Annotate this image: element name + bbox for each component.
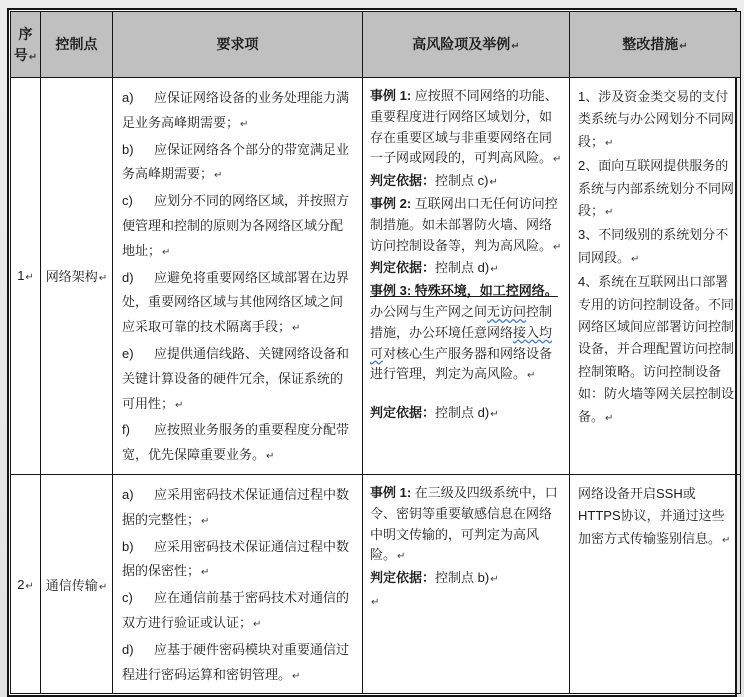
header-high-risk-label: 高风险项及举例	[412, 36, 511, 52]
header-high-risk	[363, 12, 570, 78]
requirement-item	[122, 586, 355, 638]
row1-seq-cell	[11, 78, 41, 475]
row1-control-point: 网络架构	[45, 269, 98, 285]
requirement-text: 应提供通信线路、关键网络设备和关键计算设备的硬件冗余，保证系统的可用性；	[122, 345, 350, 411]
case-special-text: 特殊环境，如工控网络。	[414, 283, 558, 299]
header-control-point	[41, 12, 113, 78]
paragraph-mark: ↵	[214, 170, 223, 182]
paragraph-mark: ↵	[553, 241, 562, 253]
measure-text: 网络设备开启SSH或HTTPS协议，并通过这些加密方式传输鉴别信息。	[578, 485, 725, 546]
requirement-text: 应按照业务服务的重要程度分配带宽，优先保障重要业务。	[122, 422, 350, 463]
requirement-item	[122, 483, 355, 535]
requirement-label: c)	[122, 193, 133, 209]
empty-paragraph	[370, 591, 563, 614]
requirement-label: f)	[122, 422, 130, 438]
paragraph-mark: ↵	[175, 399, 184, 411]
risk-basis-1	[370, 171, 563, 194]
header-measures	[570, 12, 741, 78]
paragraph-mark: ↵	[553, 154, 562, 166]
header-seq-label: 序号	[13, 25, 33, 63]
risk-basis-2	[370, 258, 563, 281]
paragraph-mark: ↵	[292, 323, 301, 335]
requirement-text: 应在通信前基于密码技术对通信的双方进行验证或认证；	[122, 590, 350, 630]
paragraph-mark: ↵	[201, 515, 210, 527]
paragraph-mark: ↵	[527, 370, 536, 382]
row1-measures-cell	[570, 78, 741, 475]
requirement-label: d)	[122, 641, 134, 657]
paragraph-mark: ↵	[679, 41, 688, 52]
requirement-item	[122, 266, 355, 342]
row1-risk-cell	[363, 78, 570, 475]
requirement-item	[122, 86, 355, 138]
spellcheck-wavy-text: 接入均可	[370, 324, 553, 361]
requirement-label: a)	[122, 486, 134, 502]
paragraph-mark: ↵	[28, 51, 38, 63]
paragraph-mark: ↵	[631, 253, 640, 265]
paragraph-mark: ↵	[25, 580, 34, 592]
paragraph-mark: ↵	[490, 264, 499, 276]
paragraph-mark: ↵	[292, 670, 301, 682]
paragraph-mark: ↵	[162, 246, 171, 258]
paragraph-mark: ↵	[397, 551, 406, 563]
paragraph-mark: ↵	[511, 41, 520, 52]
row2-measures-cell	[570, 474, 741, 693]
risk-basis-3	[370, 403, 563, 426]
case-text-seg: 对核心生产服务器和网络设备进行管理，判定为高风险。	[370, 345, 553, 382]
requirement-text: 应采用密码技术保证通信过程中数据的保密性；	[122, 538, 350, 579]
requirement-text: 应基于硬件密码模块对重要通信过程进行密码运算和密钥管理。	[122, 641, 350, 682]
requirement-text: 应避免将重要网络区域部署在边界处，重要网络区域与其他网络区域之间应采取可靠的技术隔离手段；	[122, 269, 350, 335]
row2-control-point: 通信传输	[45, 577, 98, 593]
measure-text: 1、涉及资金类交易的支付类系统与办公网划分不同网段；	[578, 89, 735, 149]
requirement-text: 应划分不同的网络区域，并按照方便管理和控制的原则为各网络区域分配地址；	[122, 193, 350, 258]
requirement-item	[122, 342, 355, 418]
row2-seq-cell	[11, 474, 41, 693]
basis-label: 判定依据：	[370, 173, 436, 189]
case-text-seg: 控制措施，办公环境任意网络	[370, 303, 553, 340]
basis-text: 控制点 d)	[435, 405, 490, 421]
paragraph-mark: ↵	[605, 207, 614, 219]
paragraph-mark: ↵	[240, 118, 249, 130]
requirement-label: a)	[122, 90, 134, 105]
header-requirements	[113, 12, 363, 78]
basis-label: 判定依据：	[370, 405, 436, 421]
requirement-label: b)	[122, 141, 134, 157]
measure-item	[578, 483, 734, 552]
compliance-table-frame	[7, 8, 737, 697]
paragraph-mark: ↵	[98, 581, 108, 593]
spellcheck-wavy-text: 无访问	[487, 303, 527, 319]
requirement-text: 应保证网络设备的业务处理能力满足业务高峰期需要；	[122, 90, 350, 130]
measure-item	[578, 224, 734, 271]
header-control-point-label: 控制点	[55, 36, 98, 52]
paragraph-mark: ↵	[266, 451, 275, 463]
paragraph-mark: ↵	[490, 409, 499, 421]
requirement-item	[122, 418, 355, 470]
case-text: 在三级及四级系统中，口令、密钥等重要敏感信息在网络中明文传输的，可判定为高风险。	[370, 484, 558, 563]
case-label: 事例 1:	[370, 88, 412, 103]
basis-text: 控制点 b)	[435, 570, 490, 586]
row1-control-point-cell	[41, 78, 113, 475]
measure-text: 3、不同级别的系统划分不同网段。	[578, 227, 729, 265]
case-label: 事例 2:	[370, 195, 412, 211]
table-row	[11, 78, 741, 475]
row2-control-point-cell	[41, 474, 113, 693]
header-row	[11, 12, 741, 78]
row2-seq: 2	[17, 576, 25, 592]
paragraph-mark: ↵	[605, 412, 614, 424]
risk-case-1	[370, 86, 563, 171]
case-label: 事例 1:	[370, 484, 412, 500]
paragraph-mark: ↵	[722, 534, 731, 546]
paragraph-mark: ↵	[490, 574, 499, 586]
measure-item	[578, 86, 734, 155]
paragraph-mark: ↵	[201, 567, 210, 579]
risk-case-2	[370, 194, 563, 258]
requirement-label: b)	[122, 538, 134, 554]
requirement-item	[122, 189, 355, 265]
paragraph-mark: ↵	[98, 273, 108, 285]
requirement-text: 应采用密码技术保证通信过程中数据的完整性；	[122, 486, 350, 527]
measure-text: 2、面向互联网提供服务的系统与内部系统划分不同网段；	[578, 158, 735, 219]
header-seq	[11, 12, 41, 78]
requirement-label: e)	[122, 345, 134, 361]
row2-risk-cell	[363, 474, 570, 693]
requirement-label: d)	[122, 269, 134, 285]
case-text: 互联网出口无任何访问控制措施。如未部署防火墙、网络访问控制设备等，判为高风险。	[370, 195, 558, 253]
header-measures-label: 整改措施	[622, 36, 679, 52]
measure-text: 4、系统在互联网出口部署专用的访问控制设备。不同网络区域间应部署访问控制设备，并合理配置访问控制控制策略。访问控制设备如：防火墙等网关层控制设备。	[578, 274, 735, 424]
basis-label: 判定依据：	[370, 260, 436, 276]
table-row	[11, 474, 741, 693]
case-text-seg: 办公网与生产网之间	[370, 303, 488, 319]
paragraph-mark: ↵	[25, 272, 34, 284]
risk-case-3	[370, 281, 563, 387]
risk-case-1	[370, 483, 563, 568]
requirement-item	[122, 535, 355, 587]
basis-text: 控制点 c)	[435, 173, 489, 189]
paragraph-mark: ↵	[605, 137, 614, 149]
paragraph-mark: ↵	[253, 618, 262, 630]
row1-requirements-cell	[113, 78, 363, 475]
requirement-item	[122, 138, 355, 190]
requirement-label: c)	[122, 590, 133, 606]
requirement-text: 应保证网络各个部分的带宽满足业务高峰期需要；	[122, 141, 350, 182]
row2-requirements-cell	[113, 474, 363, 693]
risk-basis-1	[370, 568, 563, 591]
basis-text: 控制点 d)	[435, 260, 490, 276]
measure-item	[578, 271, 734, 430]
basis-label: 判定依据：	[370, 570, 436, 586]
measure-item	[578, 155, 734, 224]
paragraph-mark: ↵	[371, 596, 380, 608]
header-requirements-label: 要求项	[216, 36, 259, 52]
case-text: 应按照不同网络的功能、重要程度进行网络区域划分，如存在重要区域与非重要网络在同一子网或网段的，可判高风险。	[370, 88, 558, 166]
case-label: 事例 3:	[370, 283, 415, 299]
requirement-item	[122, 638, 355, 690]
row1-seq: 1	[17, 268, 25, 284]
paragraph-mark: ↵	[489, 177, 498, 189]
